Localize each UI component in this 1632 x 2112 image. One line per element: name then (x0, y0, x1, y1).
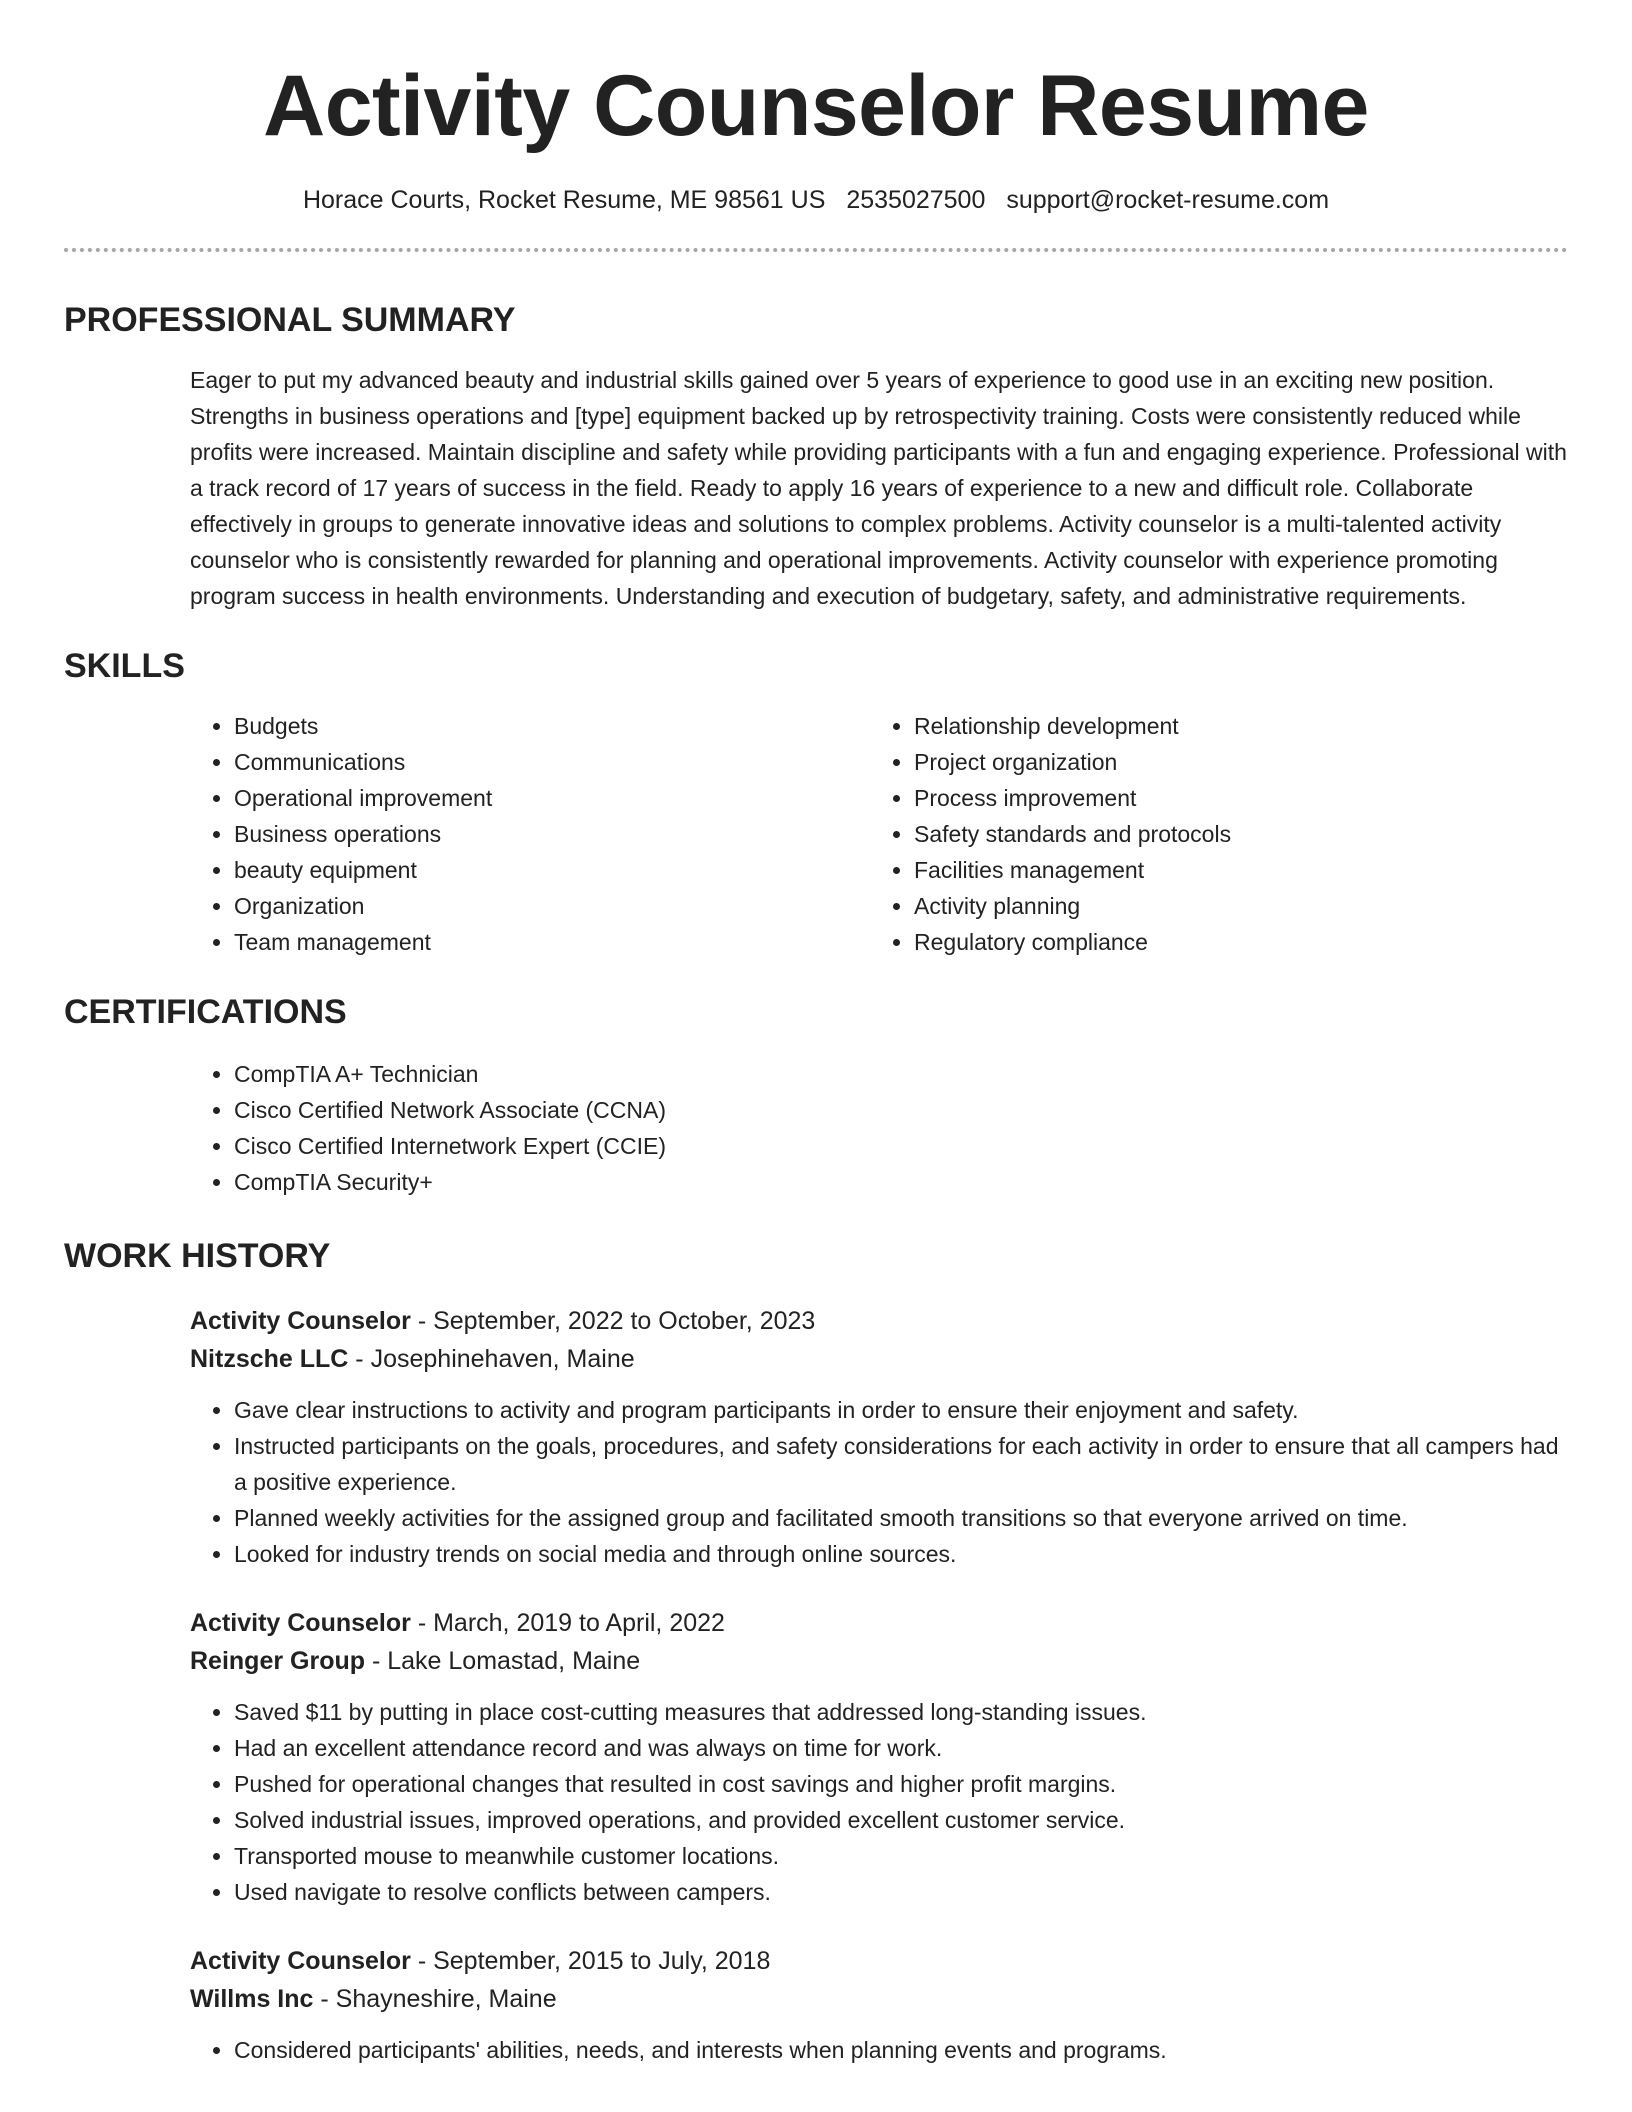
work-history-section (64, 1234, 1568, 2068)
skill-item: • Operational improvement (234, 780, 870, 816)
contact-address: Horace Courts, Rocket Resume, ME 98561 US (302, 186, 826, 214)
skill-item: • Activity planning (914, 888, 1550, 924)
certification-item: • Cisco Certified Network Associate (CCNA) (234, 1092, 1568, 1128)
certifications-heading: CERTIFICATIONS (64, 993, 347, 1031)
header-divider (64, 248, 1568, 252)
skill-item: • Business operations (234, 816, 870, 852)
skill-item: • Process improvement (914, 780, 1550, 816)
summary-text: Eager to put my advanced beauty and industrial skills gained over 5 years of experience to good use in an exciting new position. Strengths in business operations and [type] equipment backed up by retrospectivity training. Costs were consistently reduced while profits were increased. Maintain discipline and safety while providing participants with a fun and engaging experience. Professional with a track record of 17 years of success in the field. Ready to apply 16 years of experience to a new and difficult role. Collaborate effectively in groups to generate innovative ideas and solutions to complex problems. Activity counselor is a multi-talented activity counselor who is consistently rewarded for planning and operational improvements. Activity counselor with experience promoting program success in health environments. Understanding and execution of budgetary, safety, and administrative requirements. (190, 367, 1567, 609)
contact-line (0, 184, 1632, 216)
skill-item: • Safety standards and protocols (914, 816, 1550, 852)
job-role: Activity Counselor (190, 1307, 411, 1335)
certification-item: • CompTIA A+ Technician (234, 1056, 1568, 1092)
work-history-heading: WORK HISTORY (64, 1237, 331, 1275)
job-company-line (190, 1980, 1568, 2018)
job-dates: - March, 2019 to April, 2022 (410, 1609, 725, 1637)
job-title-line (190, 1302, 1568, 1340)
job-company: Willms Inc (190, 1985, 314, 2013)
job-company: Reinger Group (190, 1647, 366, 1675)
job-role: Activity Counselor (190, 1609, 411, 1637)
skills-column-left (190, 708, 870, 960)
skill-item: • Project organization (914, 744, 1550, 780)
job-role: Activity Counselor (190, 1947, 411, 1975)
job-title-line (190, 1942, 1568, 1980)
job-title-line (190, 1604, 1568, 1642)
job-company: Nitzsche LLC (190, 1345, 349, 1373)
resume-header (0, 0, 1632, 216)
job-bullet: • Used navigate to resolve conflicts between campers. (234, 1874, 1568, 1910)
job-bullet: • Looked for industry trends on social media and through online sources. (234, 1536, 1568, 1572)
job-entry (190, 1604, 1568, 1910)
job-entry (190, 1942, 1568, 2068)
resume-title: Activity Counselor Resume (263, 58, 1369, 154)
certifications-section (64, 990, 1568, 1200)
skill-item: • Regulatory compliance (914, 924, 1550, 960)
skill-item: • Relationship development (914, 708, 1550, 744)
skills-heading: SKILLS (64, 647, 185, 685)
skill-item: • Organization (234, 888, 870, 924)
job-bullet: • Considered participants' abilities, needs, and interests when planning events and programs. (234, 2032, 1568, 2068)
job-bullet: • Planned weekly activities for the assigned group and facilitated smooth transitions so that everyone arrived on time. (234, 1500, 1568, 1536)
job-company-line (190, 1340, 1568, 1378)
job-location: - Lake Lomastad, Maine (365, 1647, 641, 1675)
job-bullet: • Pushed for operational changes that resulted in cost savings and higher profit margins. (234, 1766, 1568, 1802)
job-location: - Shayneshire, Maine (313, 1985, 557, 2013)
job-dates: - September, 2015 to July, 2018 (410, 1947, 771, 1975)
job-company-line (190, 1642, 1568, 1680)
skill-item: • Team management (234, 924, 870, 960)
job-bullet: • Solved industrial issues, improved operations, and provided excellent customer service. (234, 1802, 1568, 1838)
skills-grid (190, 708, 1568, 960)
job-bullet: • Instructed participants on the goals, procedures, and safety considerations for each activity in order to ensure that all campers had a positive experience. (234, 1428, 1568, 1500)
skill-item: • Budgets (234, 708, 870, 744)
summary-heading: PROFESSIONAL SUMMARY (64, 301, 516, 339)
certification-item: • CompTIA Security+ (234, 1164, 1568, 1200)
summary-section (64, 298, 1568, 614)
job-location: - Josephinehaven, Maine (348, 1345, 635, 1373)
skills-section (64, 644, 1568, 960)
job-bullet: • Transported mouse to meanwhile customer locations. (234, 1838, 1568, 1874)
contact-phone: 2535027500 (846, 186, 986, 214)
skill-item: • Facilities management (914, 852, 1550, 888)
certification-item: • Cisco Certified Internetwork Expert (CCIE) (234, 1128, 1568, 1164)
skill-item: • beauty equipment (234, 852, 870, 888)
job-bullet: • Saved $11 by putting in place cost-cutting measures that addressed long-standing issues. (234, 1694, 1568, 1730)
job-dates: - September, 2022 to October, 2023 (410, 1307, 816, 1335)
contact-email: support@rocket-resume.com (1006, 186, 1330, 214)
job-bullet: • Had an excellent attendance record and was always on time for work. (234, 1730, 1568, 1766)
skills-column-right (870, 708, 1550, 960)
skill-item: • Communications (234, 744, 870, 780)
job-entry (190, 1302, 1568, 1572)
job-bullet: • Gave clear instructions to activity and program participants in order to ensure their enjoyment and safety. (234, 1392, 1568, 1428)
